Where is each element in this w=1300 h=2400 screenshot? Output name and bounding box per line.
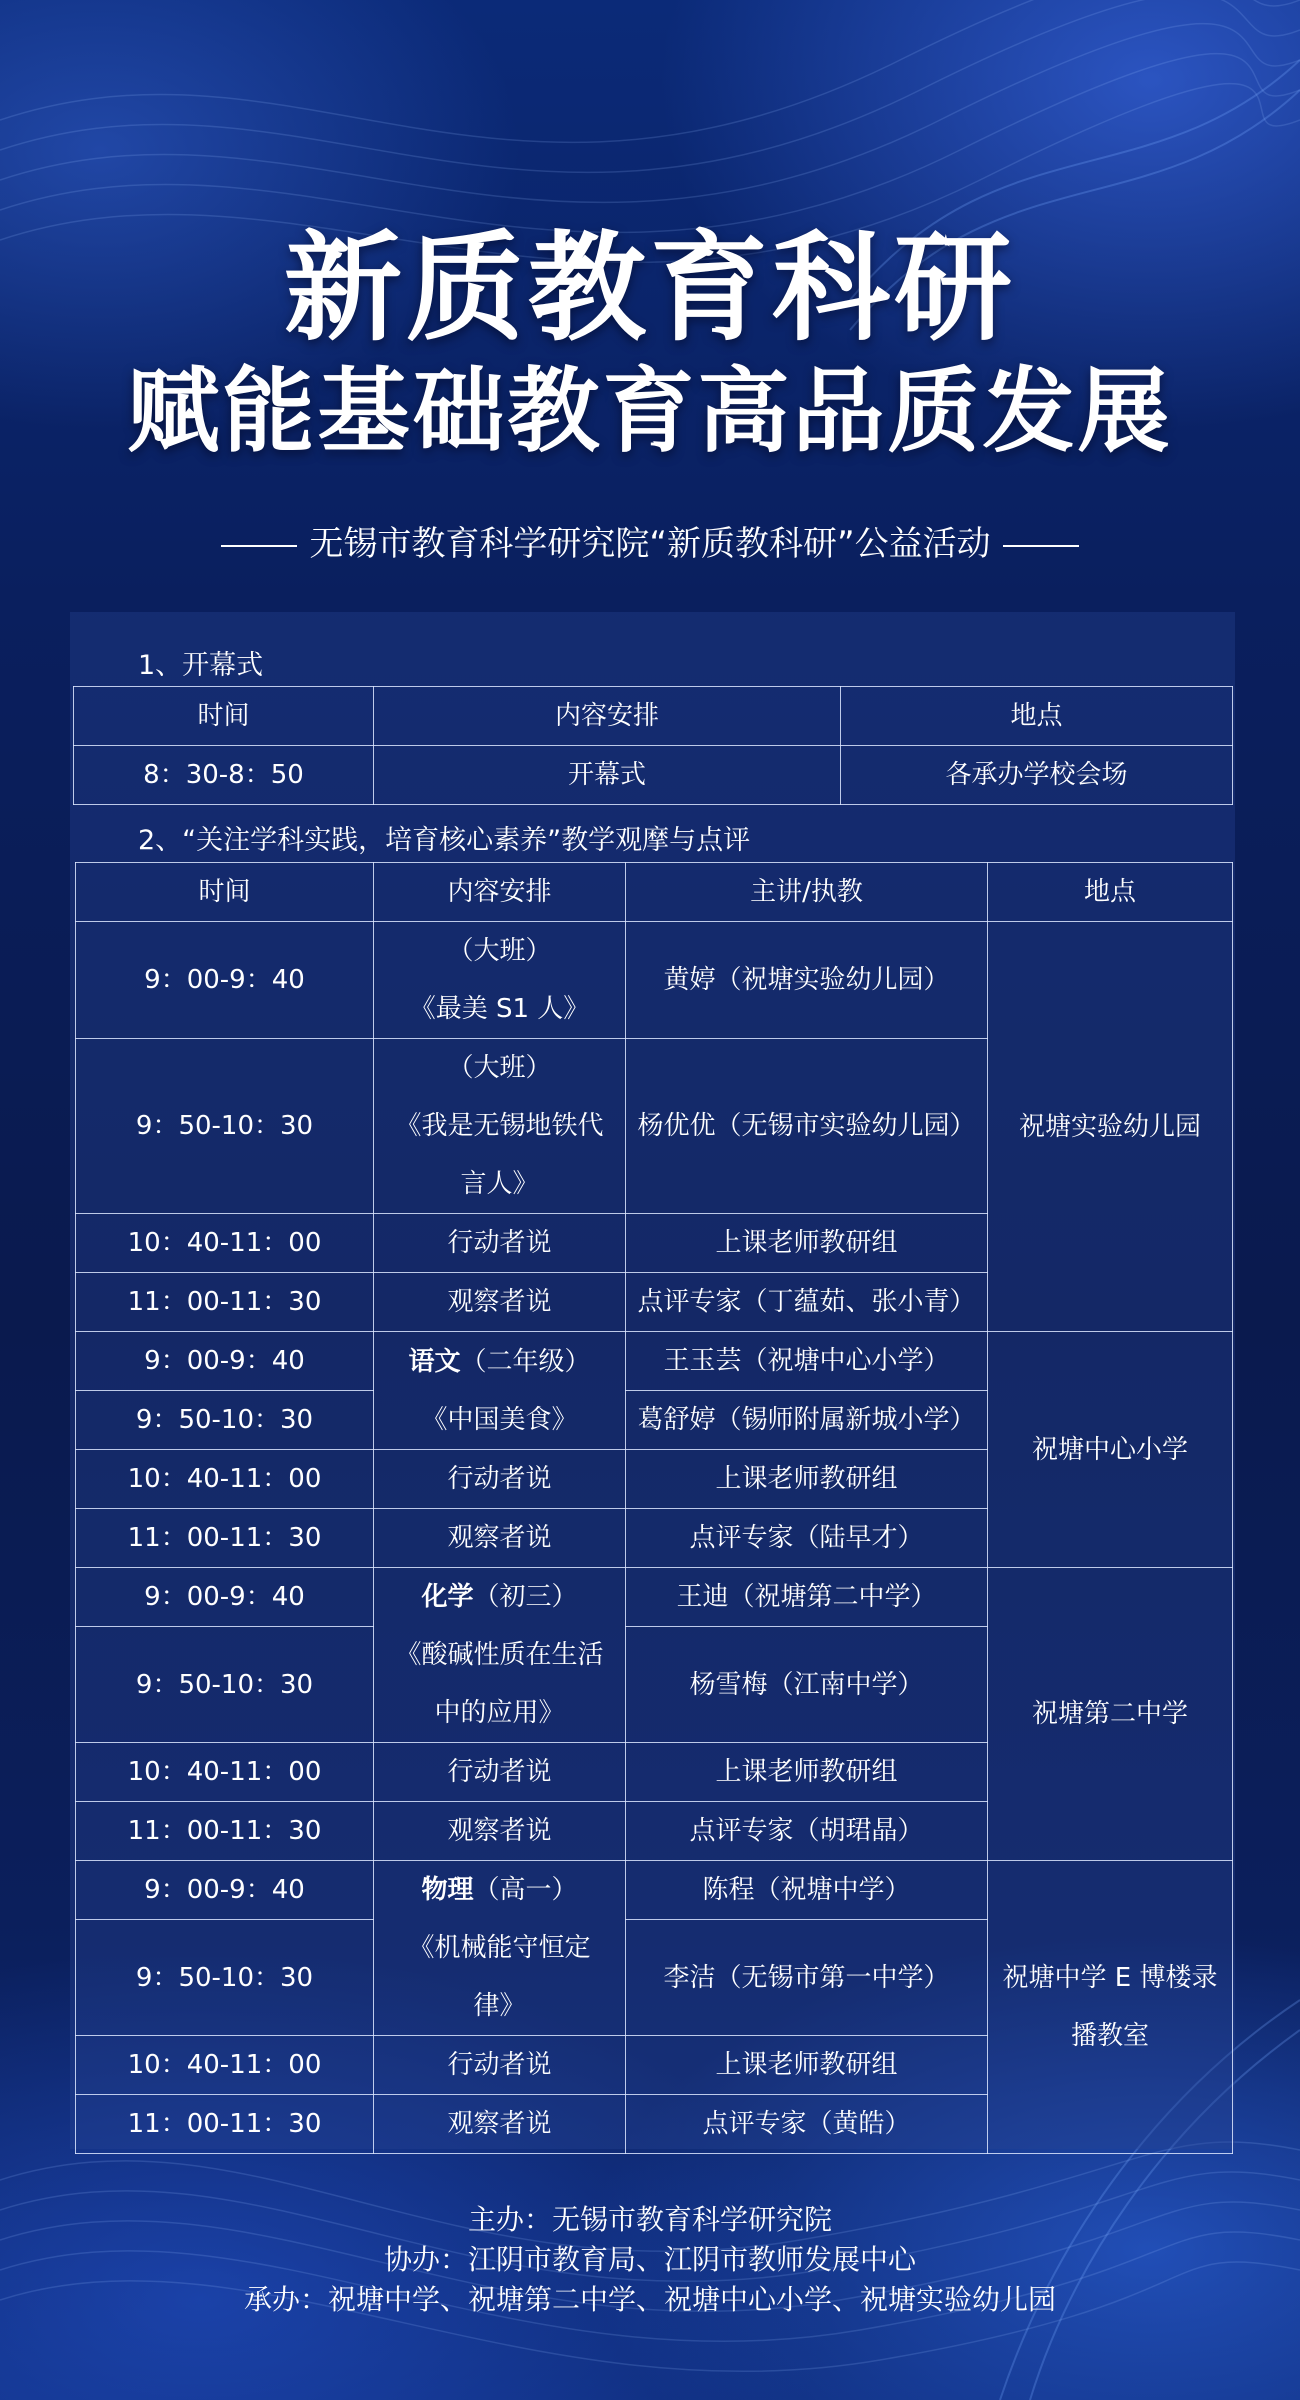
subtitle-text: 无锡市教育科学研究院“新质教科研”公益活动 bbox=[309, 524, 991, 564]
footer-organizer: 承办：祝塘中学、祝塘第二中学、祝塘中心小学、祝塘实验幼儿园 bbox=[243, 2283, 1056, 2316]
content-cell: 行动者说 bbox=[374, 1743, 626, 1802]
time-cell: 10：40-11：00 bbox=[76, 1743, 374, 1802]
content-line: （大班） bbox=[447, 936, 552, 966]
header-location: 地点 bbox=[841, 687, 1233, 746]
speaker-cell: 点评专家（胡珺晶） bbox=[626, 1802, 988, 1861]
time-cell: 9：50-10：30 bbox=[76, 1627, 374, 1743]
speaker-cell: 上课老师教研组 bbox=[626, 2036, 988, 2095]
time-cell: 10：40-11：00 bbox=[76, 2036, 374, 2095]
speaker-cell: 点评专家（丁蕴茹、张小青） bbox=[626, 1273, 988, 1332]
content-cell: 行动者说 bbox=[374, 2036, 626, 2095]
divider bbox=[221, 545, 297, 547]
content-line bbox=[374, 1568, 625, 1626]
header-speaker: 主讲/执教 bbox=[626, 863, 988, 922]
location-cell bbox=[988, 1861, 1233, 2154]
content-line: 《中国美食》 bbox=[421, 1404, 578, 1435]
header-location: 地点 bbox=[988, 863, 1233, 922]
divider bbox=[1003, 545, 1079, 547]
location-line: 播教室 bbox=[1070, 2021, 1149, 2051]
content-cell bbox=[374, 1861, 626, 2036]
speaker-cell: 杨优优（无锡市实验幼儿园） bbox=[626, 1039, 988, 1214]
content-line: 律》 bbox=[473, 1991, 526, 2021]
time-cell: 11：00-11：30 bbox=[76, 1273, 374, 1332]
page-title-line2: 赋能基础教育高品质发展 bbox=[127, 358, 1173, 465]
page-title: 新质教育科研 bbox=[283, 219, 1016, 357]
location-cell: 祝塘中心小学 bbox=[988, 1332, 1233, 1568]
subject: 化学 bbox=[421, 1582, 474, 1612]
location-cell: 祝塘实验幼儿园 bbox=[988, 922, 1233, 1332]
content-cell: 行动者说 bbox=[374, 1214, 626, 1273]
grade: （高一） bbox=[473, 1875, 578, 1905]
subject: 物理 bbox=[421, 1875, 474, 1905]
time-cell: 10：40-11：00 bbox=[76, 1214, 374, 1273]
speaker-cell: 王迪（祝塘第二中学） bbox=[626, 1568, 988, 1627]
location-cell: 各承办学校会场 bbox=[841, 746, 1233, 805]
content-line: 《机械能守恒定 bbox=[408, 1933, 591, 1963]
content-cell: 行动者说 bbox=[374, 1450, 626, 1509]
time-cell: 8：30-8：50 bbox=[74, 746, 374, 805]
speaker-cell: 上课老师教研组 bbox=[626, 1214, 988, 1273]
time-cell: 9：50-10：30 bbox=[76, 1391, 374, 1450]
content-cell bbox=[374, 1332, 626, 1450]
speaker-cell: 黄婷（祝塘实验幼儿园） bbox=[626, 922, 988, 1039]
teaching-schedule-table bbox=[75, 862, 1233, 2154]
content-line bbox=[374, 1861, 625, 1919]
subject: 语文 bbox=[408, 1346, 461, 1377]
time-cell: 9：00-9：40 bbox=[76, 1332, 374, 1391]
time-cell: 11：00-11：30 bbox=[76, 2095, 374, 2154]
content-cell bbox=[374, 1039, 626, 1214]
location-cell: 祝塘第二中学 bbox=[988, 1568, 1233, 1861]
page-subtitle bbox=[0, 520, 1300, 568]
speaker-cell: 李洁（无锡市第一中学） bbox=[626, 1920, 988, 2036]
table-row bbox=[76, 1861, 1233, 1920]
content-cell: 开幕式 bbox=[374, 746, 841, 805]
content-cell bbox=[374, 922, 626, 1039]
time-cell: 9：50-10：30 bbox=[76, 1039, 374, 1214]
content-line: 中的应用》 bbox=[434, 1698, 565, 1728]
speaker-cell: 杨雪梅（江南中学） bbox=[626, 1627, 988, 1743]
table-header-row bbox=[76, 863, 1233, 922]
section2-heading: 2、“关注学科实践，培育核心素养”教学观摩与点评 bbox=[138, 825, 751, 856]
time-cell: 9：00-9：40 bbox=[76, 1861, 374, 1920]
time-cell: 10：40-11：00 bbox=[76, 1450, 374, 1509]
time-cell: 9：50-10：30 bbox=[76, 1920, 374, 2036]
content-cell: 观察者说 bbox=[374, 1509, 626, 1568]
footer-co-host: 协办：江阴市教育局、江阴市教师发展中心 bbox=[383, 2243, 916, 2276]
speaker-cell: 王玉芸（祝塘中心小学） bbox=[626, 1332, 988, 1391]
speaker-cell: 葛舒婷（锡师附属新城小学） bbox=[626, 1391, 988, 1450]
header-content: 内容安排 bbox=[374, 687, 841, 746]
time-cell: 9：00-9：40 bbox=[76, 1568, 374, 1627]
header-content: 内容安排 bbox=[374, 863, 626, 922]
table-row bbox=[74, 746, 1233, 805]
content-line bbox=[374, 1333, 625, 1391]
table-row bbox=[76, 1568, 1233, 1627]
content-cell: 观察者说 bbox=[374, 1273, 626, 1332]
speaker-cell: 上课老师教研组 bbox=[626, 1743, 988, 1802]
table-row bbox=[76, 922, 1233, 1039]
time-cell: 11：00-11：30 bbox=[76, 1509, 374, 1568]
section1-heading: 1、开幕式 bbox=[138, 650, 264, 681]
location-line: 祝塘中学 E 博楼录 bbox=[1002, 1963, 1218, 1993]
header-time: 时间 bbox=[74, 687, 374, 746]
content-line: 《酸碱性质在生活 bbox=[395, 1640, 604, 1670]
grade: （二年级） bbox=[460, 1346, 591, 1377]
speaker-cell: 点评专家（陆早才） bbox=[626, 1509, 988, 1568]
content-line: 《最美 S1 人》 bbox=[409, 994, 590, 1024]
content-cell: 观察者说 bbox=[374, 2095, 626, 2154]
time-cell: 9：00-9：40 bbox=[76, 922, 374, 1039]
time-cell: 11：00-11：30 bbox=[76, 1802, 374, 1861]
content-line: 言人》 bbox=[460, 1169, 539, 1199]
opening-ceremony-table bbox=[73, 686, 1233, 805]
header-time: 时间 bbox=[76, 863, 374, 922]
table-header-row bbox=[74, 687, 1233, 746]
content-line: 《我是无锡地铁代 bbox=[395, 1111, 604, 1141]
table-row bbox=[76, 1332, 1233, 1391]
content-line: （大班） bbox=[447, 1053, 552, 1083]
speaker-cell: 陈程（祝塘中学） bbox=[626, 1861, 988, 1920]
footer-host: 主办：无锡市教育科学研究院 bbox=[467, 2203, 832, 2236]
speaker-cell: 点评专家（黄皓） bbox=[626, 2095, 988, 2154]
grade: （初三） bbox=[473, 1582, 578, 1612]
speaker-cell: 上课老师教研组 bbox=[626, 1450, 988, 1509]
content-cell: 观察者说 bbox=[374, 1802, 626, 1861]
content-cell bbox=[374, 1568, 626, 1743]
